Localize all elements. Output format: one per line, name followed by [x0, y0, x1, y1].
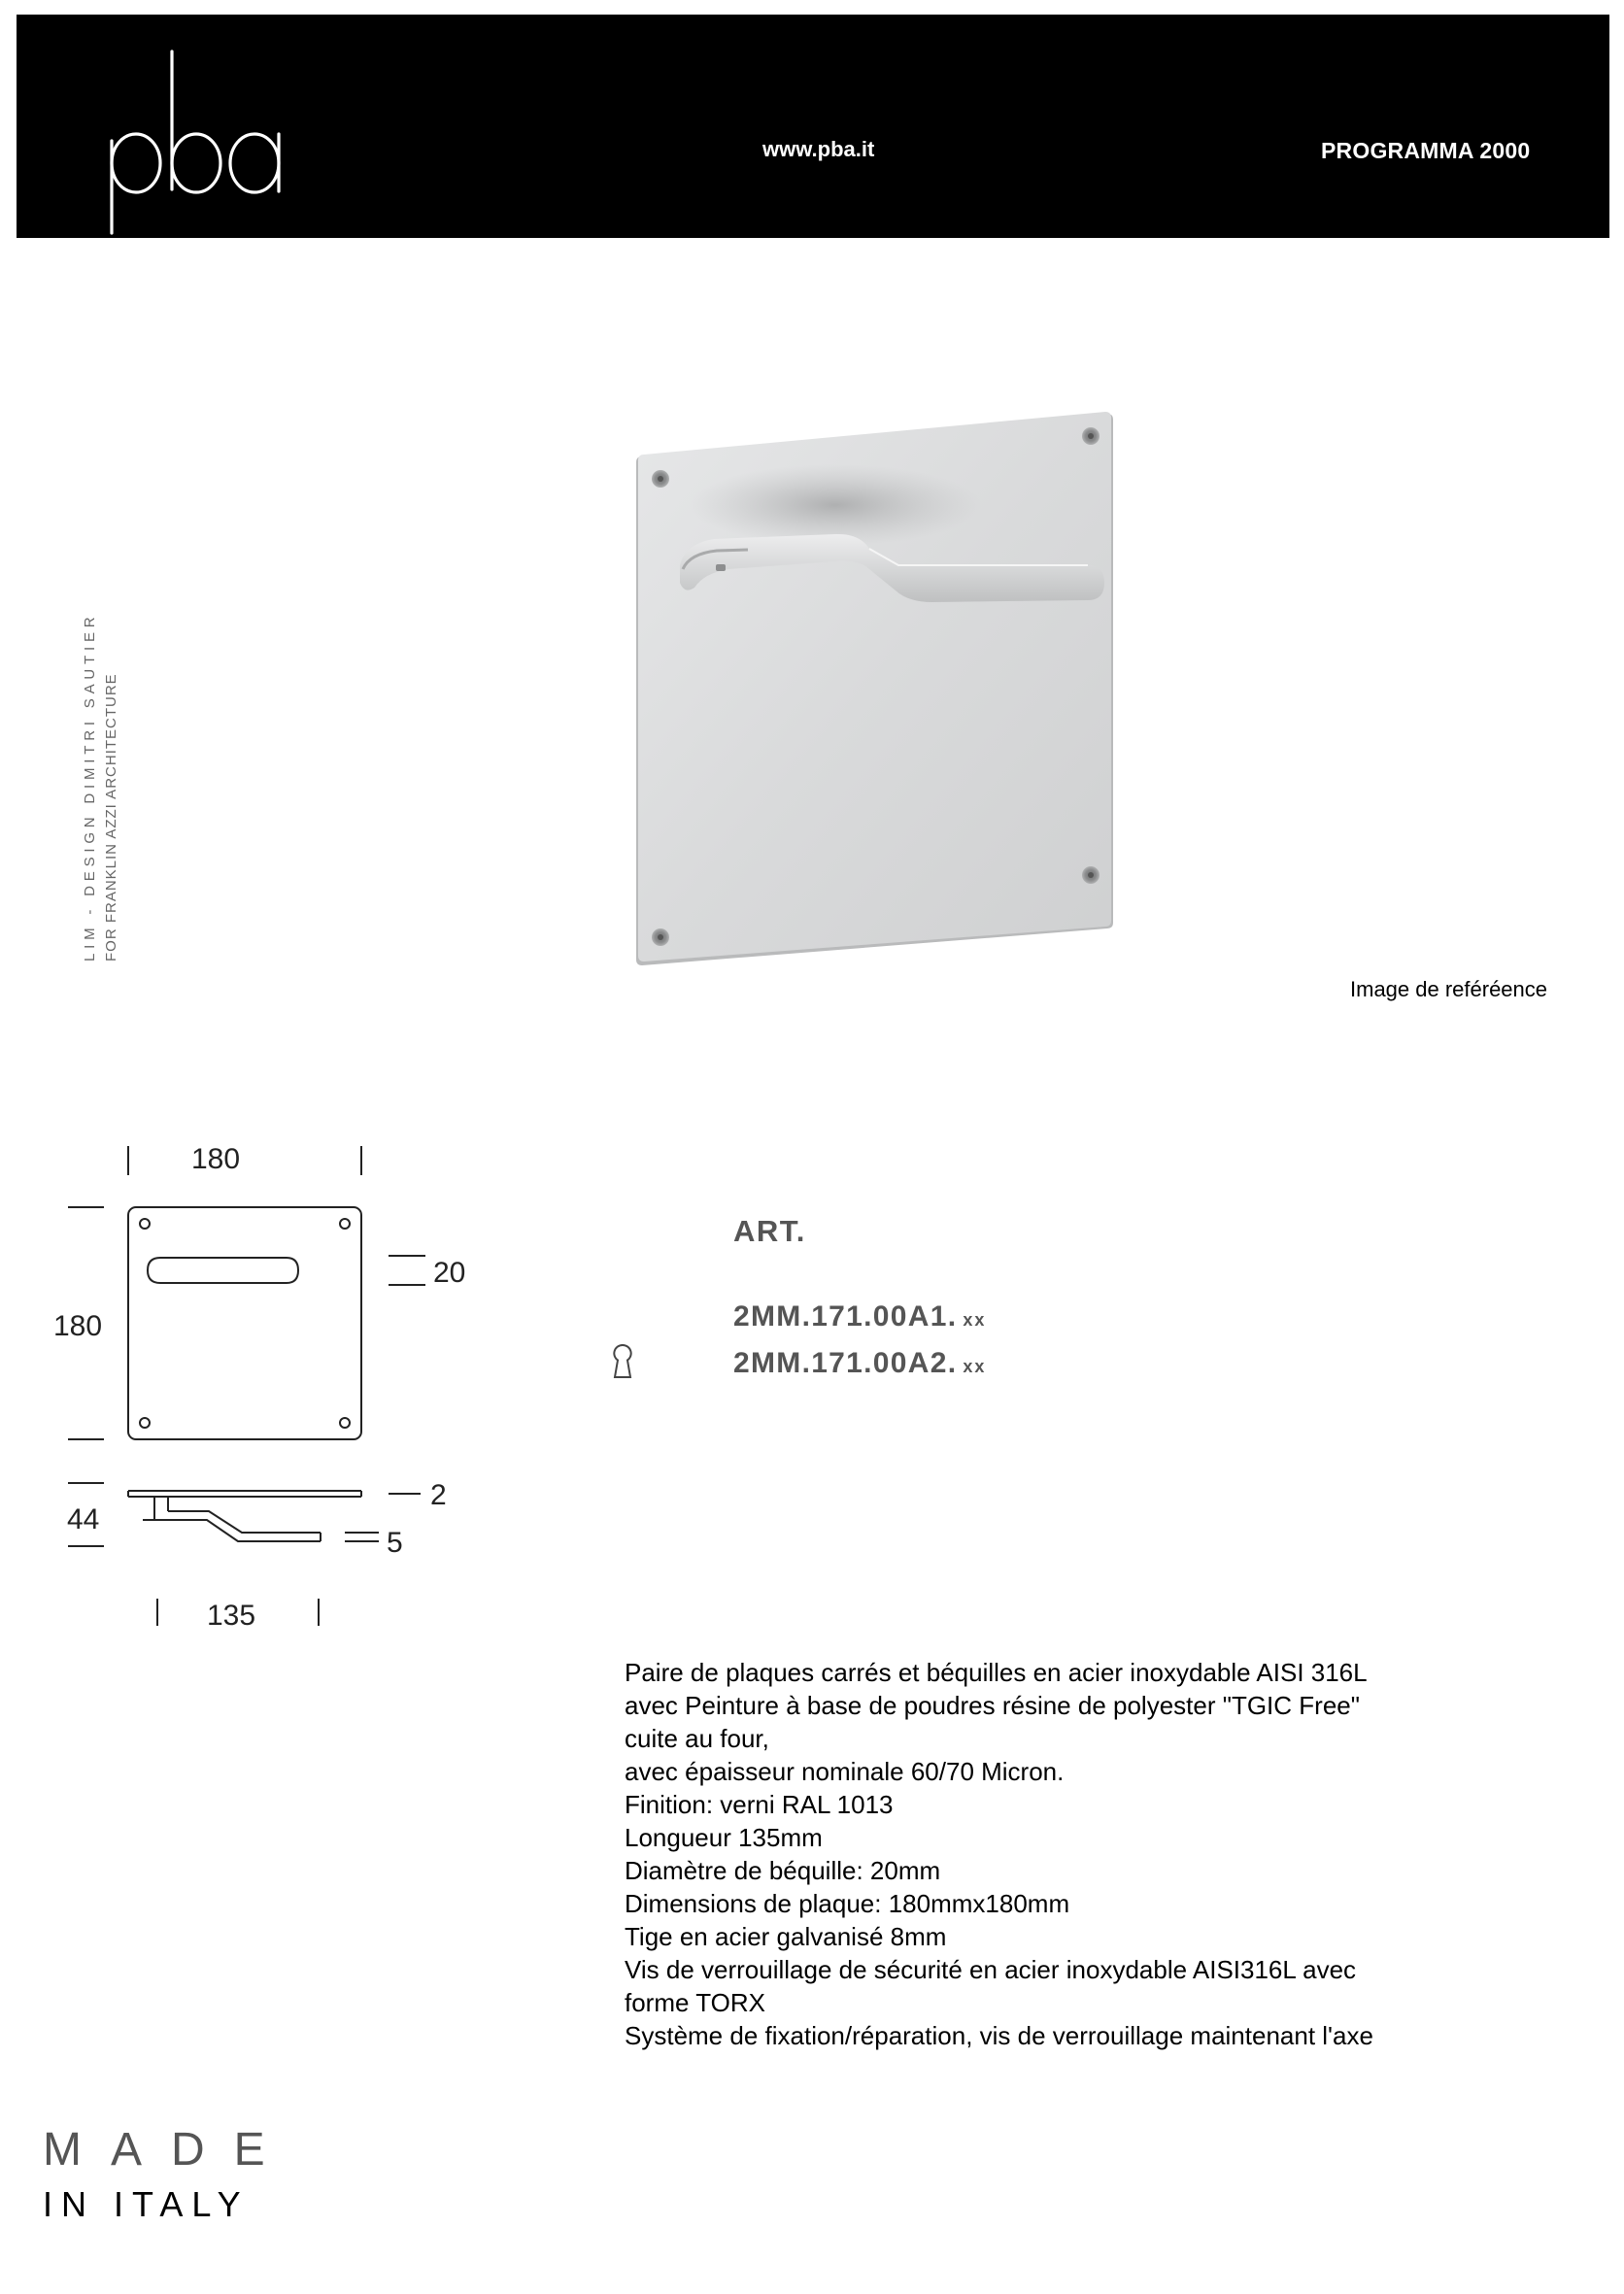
article-suffix: xx [963, 1310, 987, 1330]
website-link[interactable]: www.pba.it [762, 137, 875, 161]
description-line: cuite au four, [625, 1724, 769, 1753]
article-code-a1 [733, 1300, 986, 1333]
article-code-a2 [733, 1347, 986, 1380]
description-line: avec Peinture à base de poudres résine de polyester "TGIC Free" [625, 1691, 1360, 1720]
article-code: 2MM.171.00A1. [733, 1300, 958, 1333]
product-image [544, 340, 1195, 1010]
made-label: MADE [43, 2124, 294, 2176]
dim-handle-thickness: 5 [387, 1527, 403, 1559]
article-title: ART. [733, 1214, 806, 1248]
description-line: Système de fixation/réparation, vis de verrouillage maintenant l'axe [625, 2021, 1373, 2050]
image-caption: Image de reféréence [1350, 977, 1548, 1001]
credits-designer: LIM - DESIGN DIMITRI SAUTIER [82, 612, 98, 961]
technical-drawing [53, 1127, 491, 1651]
product-description [625, 1656, 1499, 2052]
dim-width: 180 [190, 1143, 241, 1175]
dim-height: 180 [53, 1310, 103, 1342]
description-line: Longueur 135mm [625, 1823, 823, 1852]
description-line: Paire de plaques carrés et béquilles en acier inoxydable AISI 316L [625, 1658, 1368, 1687]
program-name: PROGRAMMA 2000 [1321, 138, 1531, 163]
description-line: avec épaisseur nominale 60/70 Micron. [625, 1757, 1065, 1786]
dim-plate-thickness: 2 [430, 1479, 447, 1511]
keyhole-icon [612, 1343, 633, 1380]
article-codes [612, 1204, 1117, 1399]
description-line: Vis de verrouillage de sécurité en acier inoxydable AISI316L avec [625, 1955, 1357, 1984]
dim-handle-diameter: 20 [433, 1257, 466, 1289]
description-line: Finition: verni RAL 1013 [625, 1790, 894, 1819]
description-line: forme TORX [625, 1988, 765, 2017]
dim-length: 135 [206, 1600, 256, 1632]
design-credits [80, 573, 138, 961]
description-line: Tige en acier galvanisé 8mm [625, 1922, 947, 1951]
dim-projection: 44 [67, 1503, 100, 1535]
article-code: 2MM.171.00A2. [733, 1347, 958, 1379]
in-italy-label: IN ITALY [43, 2184, 250, 2224]
credits-architecture: FOR FRANKLIN AZZI ARCHITECTURE [103, 673, 119, 961]
handle-shadow [690, 464, 981, 546]
article-suffix: xx [963, 1357, 987, 1376]
pba-logo [85, 34, 288, 238]
description-line: Dimensions de plaque: 180mmx180mm [625, 1889, 1070, 1918]
header-bar [17, 15, 1609, 238]
description-line: Diamètre de béquille: 20mm [625, 1856, 941, 1885]
